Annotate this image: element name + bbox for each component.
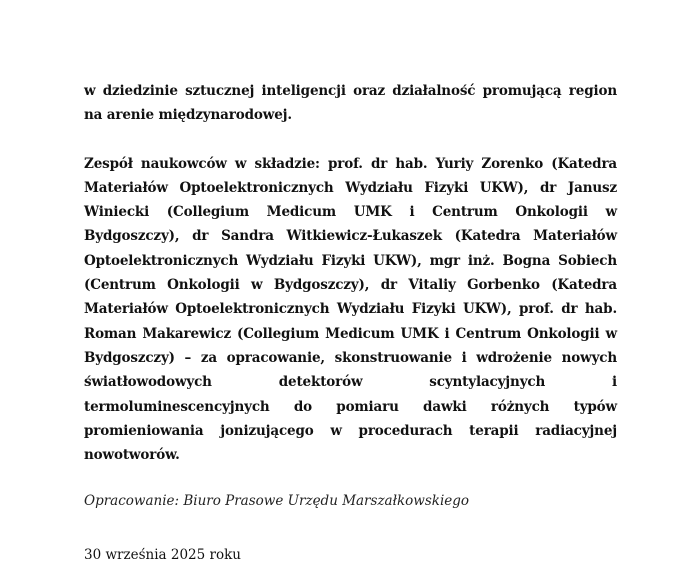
press-office-credit: Opracowanie: Biuro Prasowe Urzędu Marszałkowskiego — [84, 493, 470, 510]
publication-date: 30 września 2025 roku — [84, 547, 241, 564]
document-page — [84, 79, 617, 565]
award-team-paragraph: Zespół naukowców w składzie: prof. dr hab. Yuriy Zorenko (Katedra Materiałów Optoelektronicznych Wydziału Fizyki UKW), dr Janusz Winiecki (Collegium Medicum UMK i Centrum Onkologii w Bydgoszczy), dr Sandra Witkiewicz-Łukaszek (Katedra Materiałów Optoelektronicznych Wydziału Fizyki UKW), mgr inż. Bogna Sobiech (Centrum Onkologii w Bydgoszczy), dr Vitaliy Gorbenko (Katedra Materiałów Optoelektronicznych Wydziału Fizyki UKW), prof. dr hab. Roman Makarewicz (Collegium Medicum UMK i Centrum Onkologii w Bydgoszczy) – za opracowanie, skonstruowanie i wdrożenie nowych światłowodowych detektorów scyntylacyjnych i termoluminescencyjnych do pomiaru dawki różnych typów promieniowania jonizującego w procedurach terapii radiacyjnej nowotworów. — [84, 155, 617, 464]
intro-paragraph: w dziedzinie sztucznej inteligencji oraz działalność promującą region na arenie międzynarodowej. — [84, 83, 617, 124]
